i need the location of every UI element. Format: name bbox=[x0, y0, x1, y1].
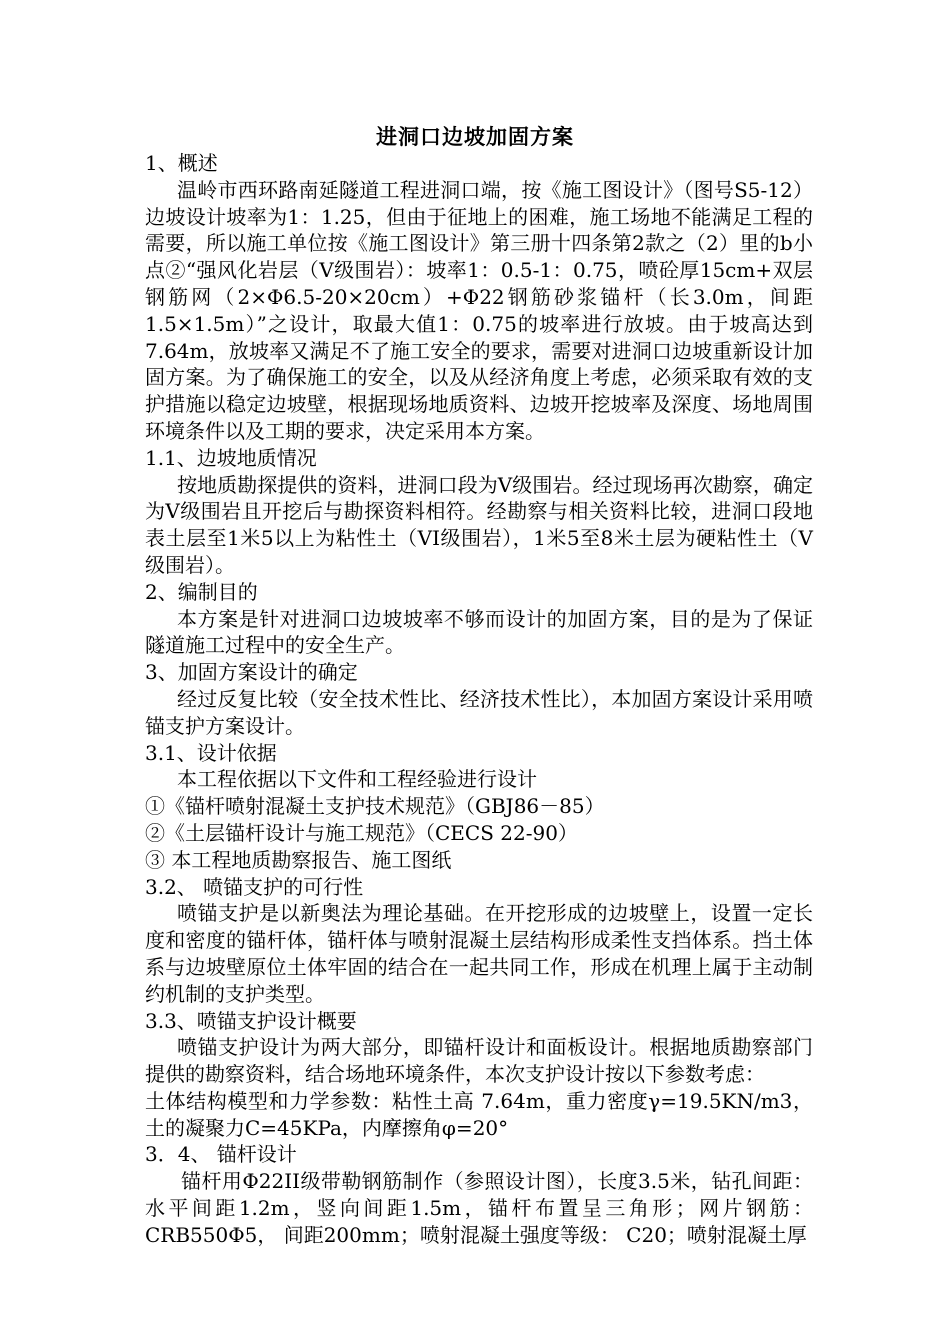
paragraph-plan: 经过反复比较（安全技术性比、经济技术性比），本加固方案设计采用喷锚支护方案设计。 bbox=[145, 686, 813, 738]
heading-overview: 1、概述 bbox=[145, 151, 218, 175]
document-title: 进洞口边坡加固方案 bbox=[376, 124, 574, 149]
heading-purpose: 2、编制目的 bbox=[145, 579, 258, 604]
heading-design-summary: 3.3、喷锚支护设计概要 bbox=[145, 1008, 357, 1033]
heading-geology: 1.1、边坡地质情况 bbox=[145, 445, 317, 470]
heading-anchor-design: 3．4、 锚杆设计 bbox=[145, 1142, 297, 1167]
heading-basis: 3.1、设计依据 bbox=[145, 740, 277, 765]
paragraph-basis: 本工程依据以下文件和工程经验进行设计 bbox=[177, 767, 537, 792]
list-item-reference-2: ②《土层锚杆设计与施工规范》（CECS 22-90） bbox=[145, 820, 578, 845]
list-item-reference-1: ①《锚杆喷射混凝土支护技术规范》（GBJ86－85） bbox=[145, 794, 605, 819]
document-body bbox=[145, 150, 813, 1249]
paragraph-soil-parameters: 土体结构模型和力学参数：粘性土高 7.64m，重力密度γ=19.5KN/m3，土的凝聚力C=45KPa，内摩擦角φ=20° bbox=[145, 1088, 813, 1140]
list-item-reference-3: ③ 本工程地质勘察报告、施工图纸 bbox=[145, 847, 452, 872]
paragraph-feasibility: 喷锚支护是以新奥法为理论基础。在开挖形成的边坡壁上，设置一定长度和密度的锚杆体，锚杆体与喷射混凝土层结构形成柔性支挡体系。挡土体系与边坡壁原位土体牢固的结合在一起共同工作，形成在机理上属于主动制约机制的支护类型。 bbox=[145, 901, 813, 1006]
paragraph-geology: 按地质勘探提供的资料，进洞口段为V级围岩。经过现场再次勘察，确定为V级围岩且开挖后与勘探资料相符。经勘察与相关资料比较，进洞口段地表土层至1米5以上为粘性土（VI级围岩），1米5至8米土层为硬粘性土（V级围岩）。 bbox=[145, 472, 813, 577]
paragraph-design-summary: 喷锚支护设计为两大部分，即锚杆设计和面板设计。根据地质勘察部门提供的勘察资料，结合场地环境条件，本次支护设计按以下参数考虑： bbox=[145, 1035, 813, 1087]
paragraph-anchor-design: 锚杆用Φ22II级带勒钢筋制作（参照设计图），长度3.5米，钻孔间距：水平间距1.2m，竖向间距1.5m，锚杆布置呈三角形；网片钢筋：CRB550Φ5， 间距200mm；喷射混凝土强度等级： C20；喷射混凝土厚 bbox=[145, 1169, 813, 1247]
heading-feasibility: 3.2、 喷锚支护的可行性 bbox=[145, 874, 364, 899]
paragraph-purpose: 本方案是针对进洞口边坡坡率不够而设计的加固方案，目的是为了保证隧道施工过程中的安全生产。 bbox=[145, 606, 813, 658]
paragraph-overview: 温岭市西环路南延隧道工程进洞口端，按《施工图设计》（图号S5-12）边坡设计坡率为1：1.25，但由于征地上的困难，施工场地不能满足工程的需要，所以施工单位按《施工图设计》第三册十四条第2款之（2）里的b小点②“强风化岩层（V级围岩）：坡率1：0.5-1：0.75，喷砼厚15cm+双层钢筋网（2×Φ6.5-20×20cm）+Φ22钢筋砂浆锚杆（长3.0m，间距1.5×1.5m）”之设计，取最大值1：0.75的坡率进行放坡。由于坡高达到7.64m，放坡率又满足不了施工安全的要求，需要对进洞口边坡重新设计加固方案。为了确保施工的安全，以及从经济角度上考虑，必须采取有效的支护措施以稳定边坡壁，根据现场地质资料、边坡开挖坡率及深度、场地周围环境条件以及工期的要求，决定采用本方案。 bbox=[145, 177, 813, 443]
heading-plan: 3、加固方案设计的确定 bbox=[145, 660, 358, 685]
